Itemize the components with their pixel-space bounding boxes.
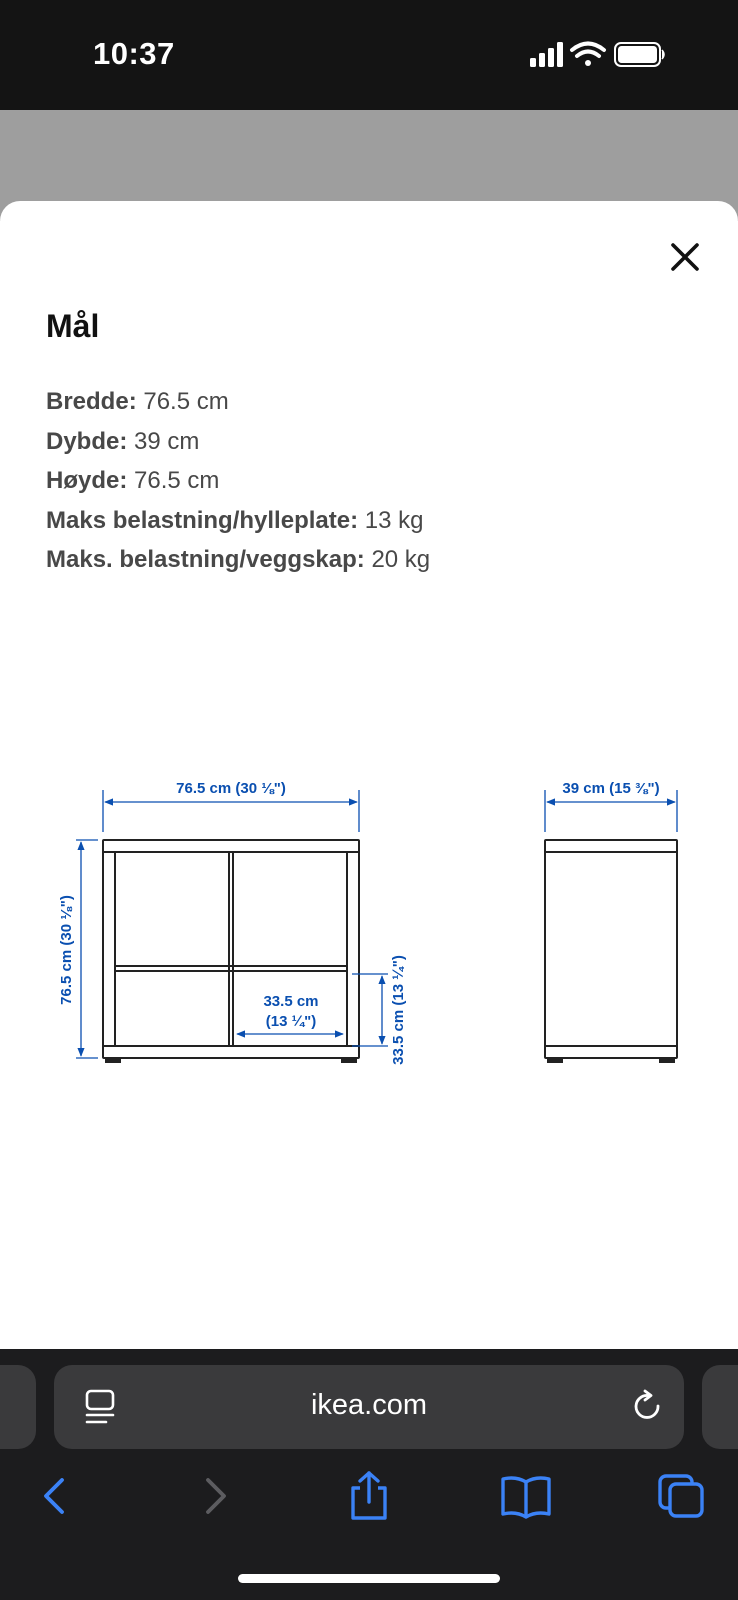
tabs-icon[interactable] [654, 1470, 710, 1522]
spec-value: 39 cm [134, 427, 200, 455]
spec-row-depth [46, 422, 430, 462]
spec-label: Maks. belastning/veggskap: [46, 546, 365, 573]
front-width-label: 76.5 cm (30 ⅛") [176, 780, 286, 797]
spec-value: 13 kg [364, 506, 424, 534]
spec-label: Maks belastning/hylleplate: [46, 506, 359, 534]
next-tab-peek[interactable] [702, 1365, 738, 1449]
spec-row-width [46, 382, 430, 422]
reload-icon[interactable] [630, 1389, 666, 1425]
status-icons [528, 38, 678, 72]
front-view [103, 840, 359, 1062]
side-view [545, 840, 677, 1062]
dimensions-sheet [0, 201, 738, 1349]
spec-value: 76.5 cm [143, 388, 229, 415]
url-text: ikea.com [310, 1389, 428, 1421]
front-height-dimension [76, 840, 98, 1058]
back-icon[interactable] [28, 1470, 84, 1522]
sheet-title: Mål [46, 308, 100, 344]
spec-list [46, 382, 430, 580]
compartment-width-label-line1: 33.5 cm [263, 993, 319, 1010]
spec-value: 20 kg [371, 546, 431, 573]
compartment-height-dimension [352, 974, 388, 1046]
compartment-width-label-line2: (13 ¼") [265, 1013, 317, 1030]
status-time: 10:37 [93, 36, 175, 71]
wifi-icon [572, 44, 604, 67]
front-height-label: 76.5 cm (30 ⅛") [58, 895, 75, 1005]
spec-label: Dybde: [46, 427, 128, 455]
spec-label: Bredde: [46, 388, 137, 415]
cellular-signal-icon [530, 42, 563, 67]
spec-value: 76.5 cm [134, 467, 220, 494]
spec-row-height [46, 461, 430, 501]
previous-tab-peek[interactable] [0, 1365, 36, 1449]
address-bar[interactable] [54, 1365, 684, 1449]
forward-icon[interactable] [186, 1470, 242, 1522]
compartment-height-label: 33.5 cm (13 ¼") [390, 955, 407, 1065]
spec-row-shelf-load [46, 501, 430, 541]
battery-icon [615, 43, 664, 66]
close-icon[interactable] [665, 237, 705, 277]
spec-label: Høyde: [46, 467, 128, 494]
bookmarks-icon[interactable] [498, 1470, 554, 1522]
spec-row-wall-load [46, 540, 430, 580]
dimension-drawing [0, 780, 738, 1110]
share-icon[interactable] [341, 1470, 397, 1522]
home-indicator [238, 1574, 500, 1583]
status-bar [0, 0, 738, 110]
side-depth-label: 39 cm (15 ⅜") [562, 780, 660, 797]
